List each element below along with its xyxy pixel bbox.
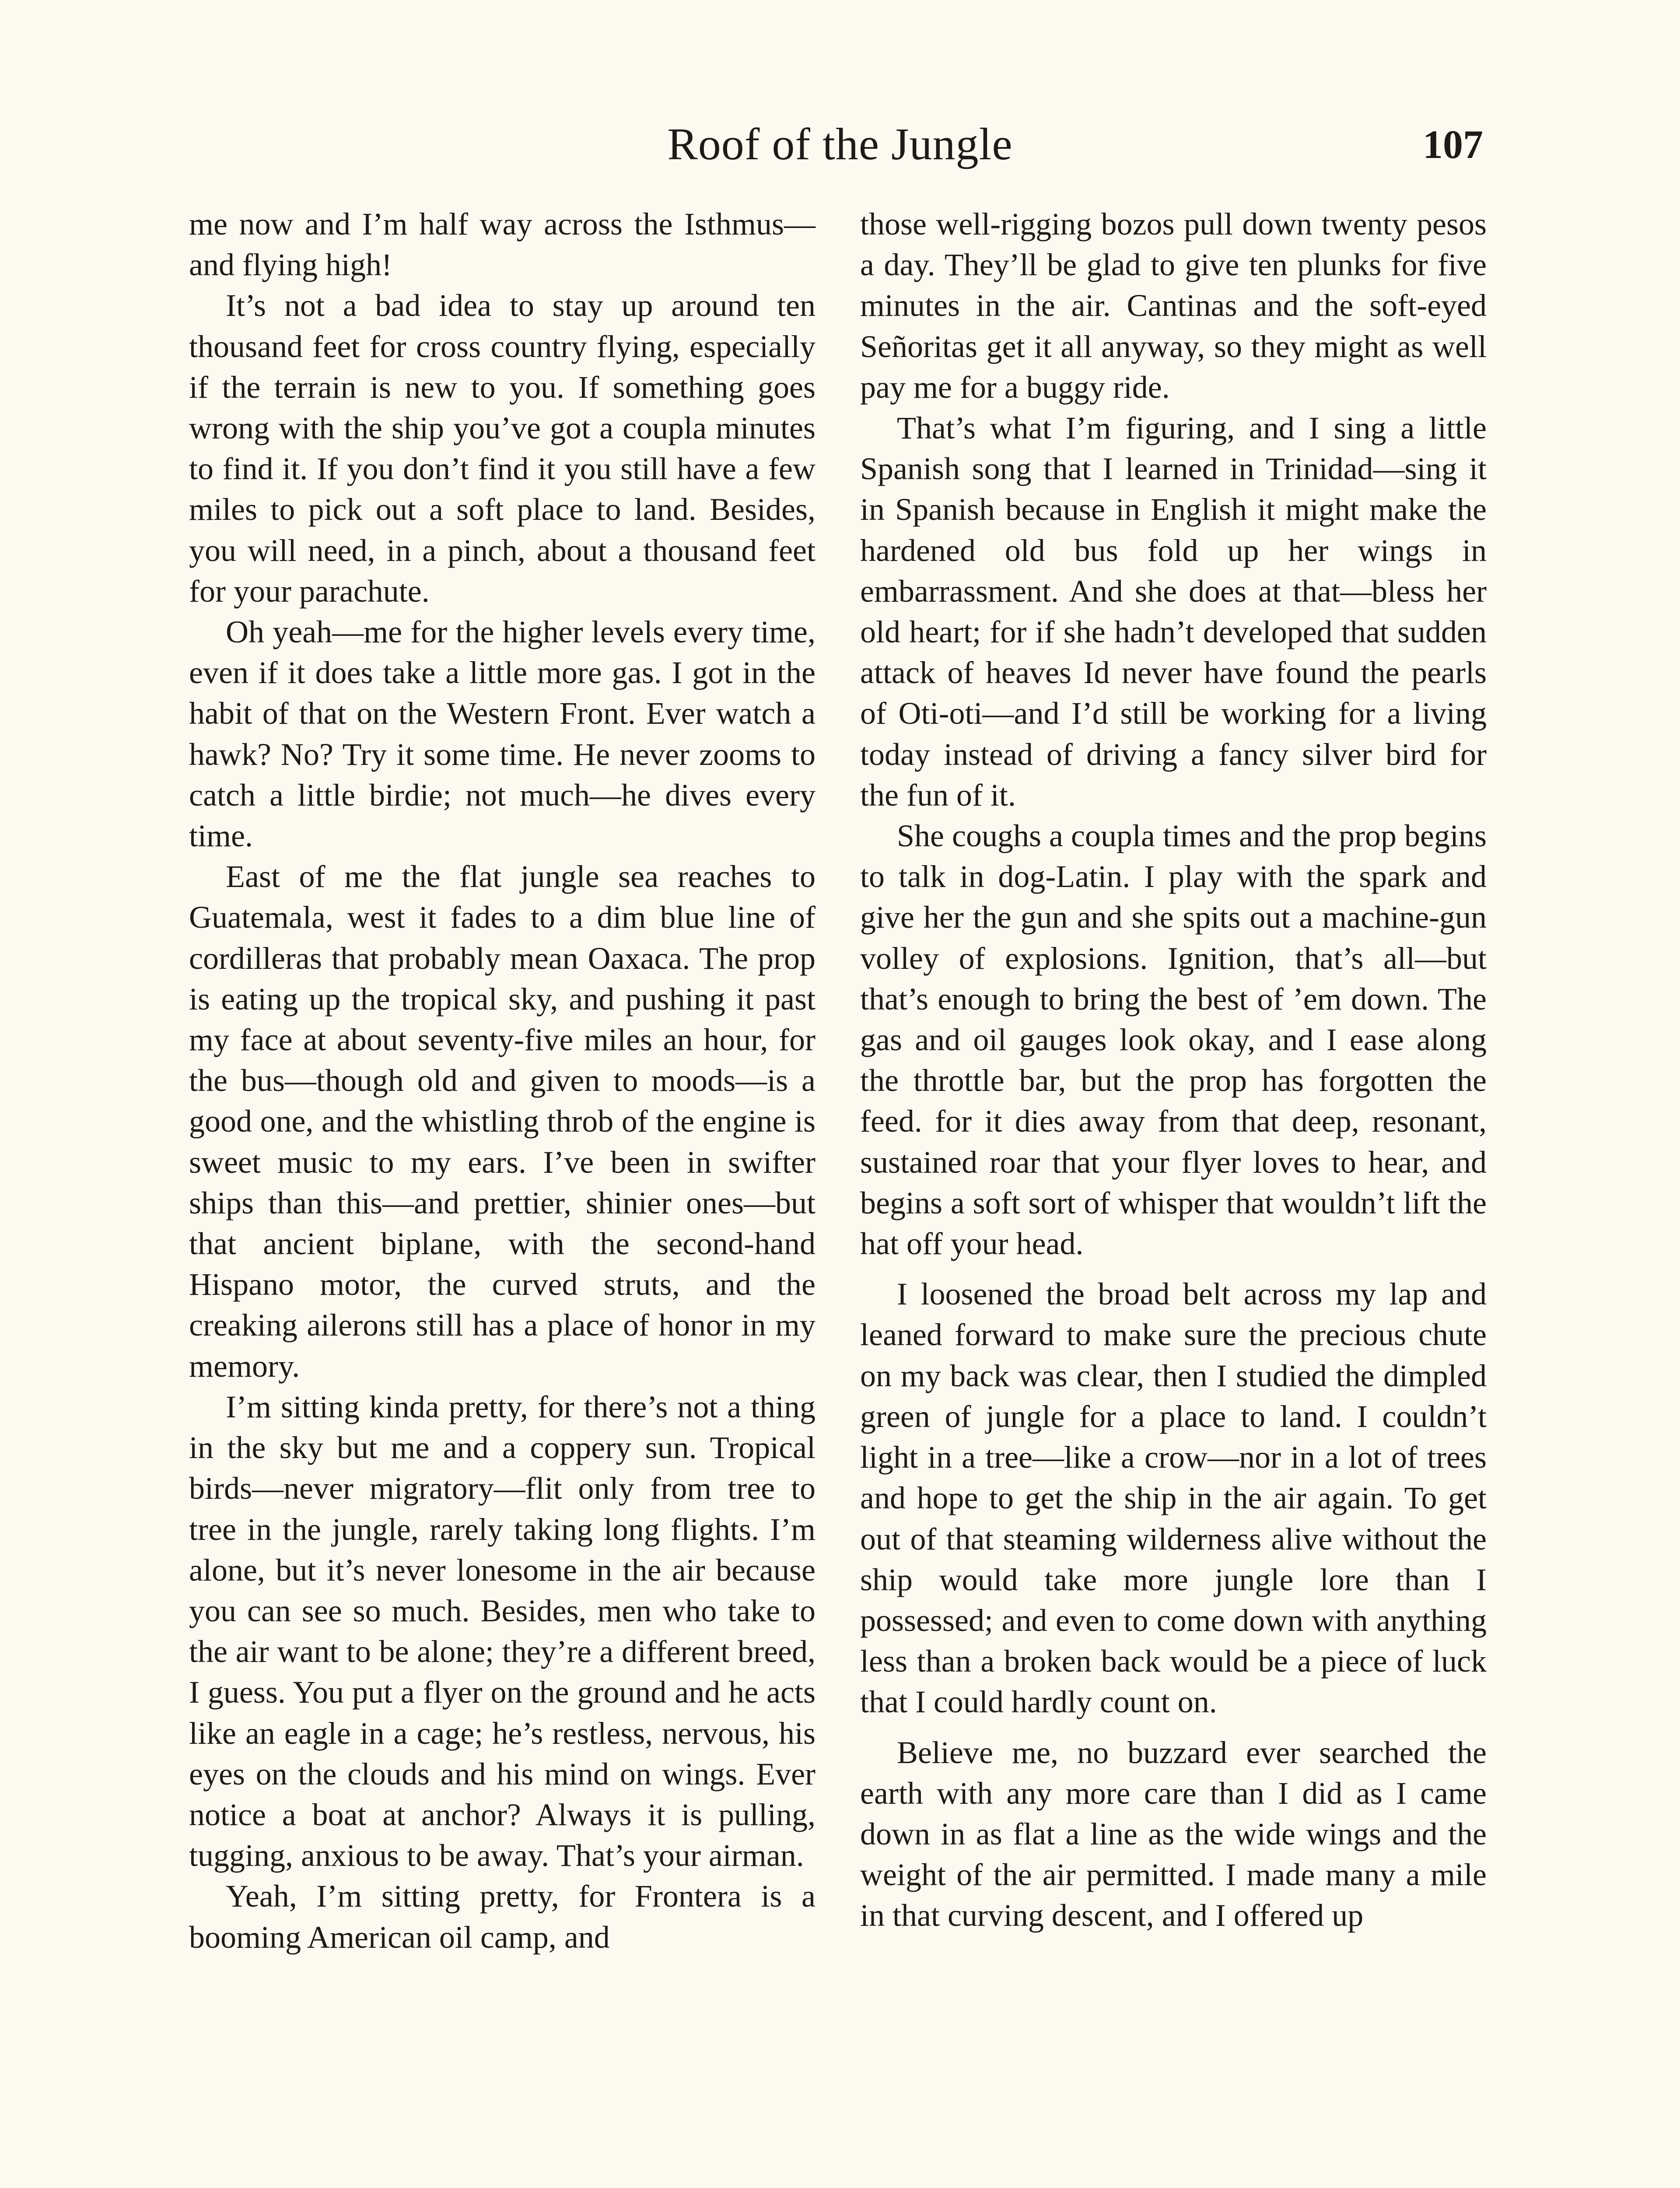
paragraph: I’m sitting kinda pretty, for there’s not a thing in the sky but me and a coppery sun. Tropical birds—never migratory—flit only from tree to tree in the jungle, rarely taking long flights. I’m alone, but it’s never lonesome in the air because you can see so much. Besides, men who take to the air want to be alone; they’re a different breed, I guess. You put a flyer on the ground and he acts like an eagle in a cage; he’s restless, nervous, his eyes on the clouds and his mind on wings. Ever notice a boat at anchor? Always it is pulling, tugging, anxious to be away. That’s your airman. [189, 1389, 816, 1873]
right-column [860, 204, 1487, 2188]
paragraph: She coughs a coupla times and the prop begins to talk in dog-Latin. I play with the spark and give her the gun and she spits out a machine-gun volley of explosions. Ignition, that’s all—but that’s enough to bring the best of ’em down. The gas and oil gauges look okay, and I ease along the throttle bar, but the prop has forgotten the feed. for it dies away from that deep, resonant, sustained roar that your flyer loves to hear, and begins a soft sort of whisper that wouldn’t lift the hat off your head. [860, 818, 1487, 1262]
paragraph: East of me the flat jungle sea reaches to Guatemala, west it fades to a dim blue line of cordilleras that probably mean Oaxaca. The prop is eating up the tropical sky, and pushing it past my face at about seventy-five miles an hour, for the bus—though old and given to moods—is a good one, and the whistling throb of the engine is sweet music to my ears. I’ve been in swifter ships than this—and prettier, shinier ones—but that ancient biplane, with the second-hand Hispano motor, the curved struts, and the creaking ailerons still has a place of honor in my memory. [189, 859, 816, 1384]
paragraph: Oh yeah—me for the higher levels every time, even if it does take a little more gas. I got in the habit of that on the Western Front. Ever watch a hawk? No? Try it some time. He never zooms to catch a little birdie; not much—he dives every time. [189, 614, 816, 854]
page-title: Roof of the Jungle [667, 119, 1013, 169]
left-column [189, 204, 816, 2188]
page-header [184, 112, 1496, 177]
paragraph: me now and I’m half way across the Isthmus—and flying high! [189, 207, 816, 283]
paragraph: those well-rigging bozos pull down twenty pesos a day. They’ll be glad to give ten plunks for five minutes in the air. Cantinas and the soft-eyed Señoritas get it all anyway, so they might as well pay me for a buggy ride. [860, 207, 1487, 405]
paragraph: It’s not a bad idea to stay up around ten thousand feet for cross country flying, especially if the terrain is new to you. If something goes wrong with the ship you’ve got a coupla minutes to find it. If you don’t find it you still have a few miles to pick out a soft place to land. Besides, you will need, in a pinch, about a thousand feet for your parachute. [189, 288, 816, 609]
paragraph: Yeah, I’m sitting pretty, for Frontera is a booming American oil camp, and [189, 1879, 816, 1955]
paragraph: Believe me, no buzzard ever searched the earth with any more care than I did as I came down in as flat a line as the wide wings and the weight of the air permitted. I made many a mile in that curving descent, and I offered up [860, 1735, 1487, 1933]
page-number: 107 [1423, 122, 1483, 167]
paragraph: I loosened the broad belt across my lap and leaned forward to make sure the precious chute on my back was clear, then I studied the dimpled green of jungle for a place to land. I couldn’t light in a tree—like a crow—nor in a lot of trees and hope to get the ship in the air again. To get out of that steaming wilderness alive without the ship would take more jungle lore than I possessed; and even to come down with anything less than a broken back would be a piece of luck that I could hardly count on. [860, 1276, 1487, 1720]
paragraph: That’s what I’m figuring, and I sing a little Spanish song that I learned in Trinidad—sing it in Spanish because in English it might make the hardened old bus fold up her wings in embarrassment. And she does at that—bless her old heart; for if she hadn’t developed that sudden attack of heaves Id never have found the pearls of Oti-oti—and I’d still be working for a living today instead of driving a fancy silver bird for the fun of it. [860, 410, 1487, 813]
